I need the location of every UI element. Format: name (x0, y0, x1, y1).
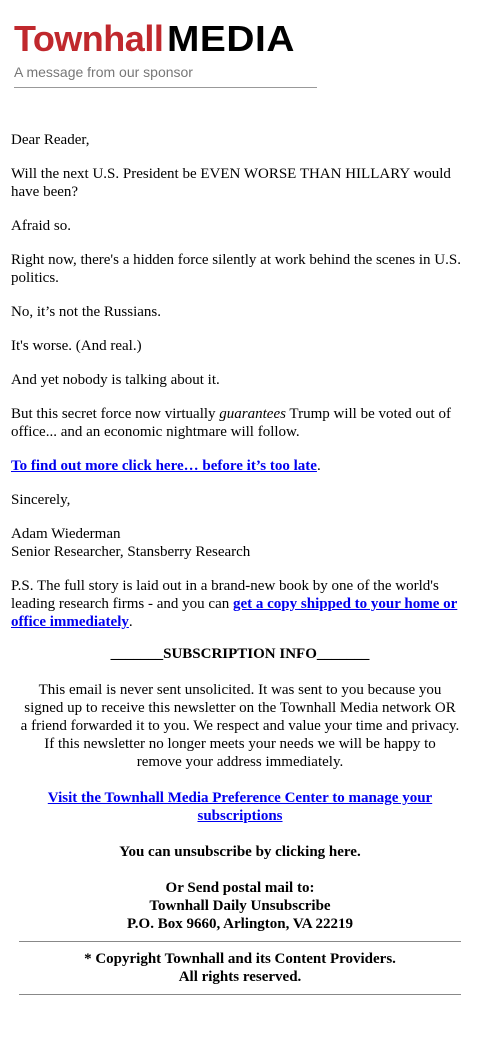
subscription-title: _______SUBSCRIPTION INFO_______ (110, 646, 370, 662)
closing: Sincerely, (11, 492, 71, 508)
p7-emphasis: guarantees (219, 406, 286, 422)
paragraph-1: Will the next U.S. President be EVEN WORSE THAN HILLARY would have been? (11, 166, 451, 200)
postscript (11, 577, 471, 631)
copyright-line-2: All rights reserved. (178, 969, 302, 985)
logo-media-text: MEDIA (167, 18, 296, 59)
copyright-divider-bottom (19, 994, 461, 995)
header-divider (14, 87, 317, 88)
subscription-info (0, 645, 480, 1003)
sponsor-note: A message from our sponsor (14, 64, 193, 80)
paragraph-7 (11, 405, 471, 441)
letter-body (11, 131, 471, 647)
townhall-media-logo (14, 20, 317, 58)
unsubscribe-text[interactable]: You can unsubscribe by clicking here. (119, 844, 361, 860)
paragraph-5: It's worse. (And real.) (11, 338, 142, 354)
signature-title: Senior Researcher, Stansberry Research (11, 544, 251, 560)
postal-address: P.O. Box 9660, Arlington, VA 22219 (126, 916, 354, 932)
postal-label: Or Send postal mail to: (165, 880, 315, 896)
signature-name: Adam Wiederman (11, 526, 121, 542)
copyright-divider-top (19, 941, 461, 942)
get-copy-link[interactable]: get a copy shipped to your home or office immediately (11, 596, 458, 630)
subscription-body: This email is never sent unsolicited. It was sent to you because you signed up to receive this newsletter on the Townhall Media network OR a friend forwarded it to you. We respect and value your time and privacy. If this newsletter no longer meets your needs we will be happy to remove your address immediately. (20, 682, 460, 770)
find-out-more-link[interactable]: To find out more click here… before it’s too late (11, 458, 317, 474)
logo-townhall-text: Townhall (14, 18, 164, 59)
ps-before: P.S. The full story is laid out in a brand-new book by one of the world's leading research firms - and you can (11, 578, 439, 612)
preference-wrap (30, 789, 450, 825)
email-header (14, 20, 317, 80)
paragraph-4: No, it’s not the Russians. (11, 304, 162, 320)
cta-end: . (316, 458, 321, 474)
copyright-line-1: * Copyright Townhall and its Content Providers. (84, 951, 396, 967)
postal-name: Townhall Daily Unsubscribe (149, 898, 331, 914)
cta-paragraph (11, 457, 471, 475)
ps-end: . (128, 614, 133, 630)
paragraph-6: And yet nobody is talking about it. (11, 372, 220, 388)
paragraph-2: Afraid so. (11, 218, 71, 234)
signature (11, 525, 471, 561)
p7-after: Trump will be voted out of office... and an economic nightmare will follow. (11, 406, 451, 440)
greeting: Dear Reader, (11, 132, 90, 148)
p7-before: But this secret force now virtually (11, 406, 220, 422)
preference-center-link[interactable]: Visit the Townhall Media Preference Center to manage your subscriptions (47, 790, 433, 824)
paragraph-3: Right now, there's a hidden force silently at work behind the scenes in U.S. politics. (11, 252, 461, 286)
